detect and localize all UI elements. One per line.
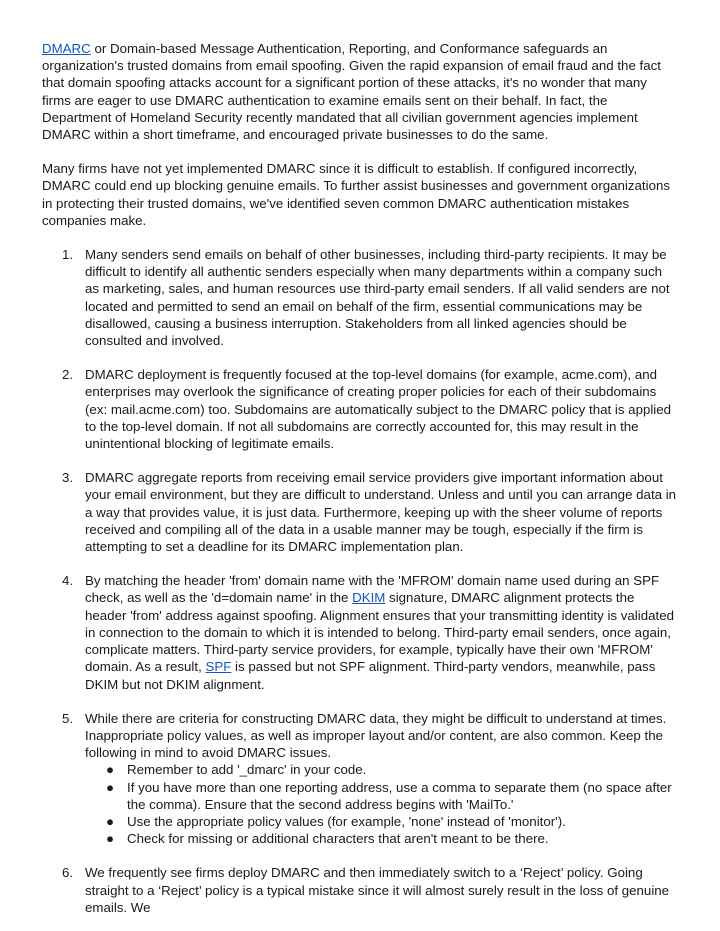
list-item-text: DMARC aggregate reports from receiving email service providers give important information about your email environment, but they are difficult to understand. Unless and until you can arrange data in a way that provides value, it is just data. Furthermore, keeping up with the sheer volume of reports received and compiling all of the data in a usable manner may be tough, especially if the firm is attempting to set a deadline for its DMARC implementation plan. [85, 470, 677, 555]
list-item-text: We frequently see firms deploy DMARC and then immediately switch to a ‘Reject’ policy. Going straight to a ‘Reject’ policy is a typical mistake since it will almost surely result in the loss of genuine emails. We [85, 865, 670, 915]
bullet-text: Check for missing or additional characters that aren't meant to be there. [127, 831, 549, 847]
bullet-text: If you have more than one reporting address, use a comma to separate them (no space after the comma). Ensure that the second address begins with 'MailTo.' [127, 779, 672, 812]
list-item-number: 5. [62, 710, 74, 726]
list-item-text-c: is passed but not SPF alignment. Third-party vendors, meanwhile, pass DKIM but not DKIM alignment. [85, 659, 656, 692]
dkim-link[interactable]: DKIM [352, 590, 386, 606]
spf-link[interactable]: SPF [205, 659, 232, 675]
list-item [42, 469, 678, 555]
list-item [42, 246, 678, 349]
bullet-icon: ● [106, 779, 115, 795]
intro-paragraph-2: Many firms have not yet implemented DMARC since it is difficult to establish. If configured incorrectly, DMARC could end up blocking genuine emails. To further assist businesses and government organizations in protecting their trusted domains, we've identified seven common DMARC authentication mistakes companies make. [42, 161, 671, 228]
bullet-item [85, 813, 678, 830]
dmarc-link[interactable]: DMARC [42, 41, 91, 56]
list-item-text: Many senders send emails on behalf of other businesses, including third-party recipients. It may be difficult to identify all authentic senders especially when many departments within a company such as marketing, sales, and human resources use third-party email senders. If all valid senders are not located and permitted to send an email on behalf of the firm, essential communications may be disallowed, causing a business interruption. Stakeholders from all linked agencies should be consulted and involved. [85, 247, 670, 349]
bullet-item [85, 830, 678, 847]
bullet-text: Remember to add '_dmarc' in your code. [127, 762, 367, 778]
list-item [42, 864, 678, 916]
list-item-number: 2. [62, 367, 74, 383]
bullet-icon: ● [106, 813, 115, 829]
bullet-item [85, 761, 678, 778]
list-item-number: 6. [62, 865, 74, 881]
list-item-text: While there are criteria for constructing DMARC data, they might be difficult to understand at times. Inappropriate policy values, as well as improper layout and/or content, are also common. Keep the following in mind to avoid DMARC issues. [85, 710, 667, 761]
list-item [42, 710, 678, 848]
list-item-text-a: By matching the header 'from' domain name with the 'MFROM' domain name used during an SPF check, as well as the 'd=domain name' in the [85, 573, 660, 606]
list-item-text-b: signature, DMARC alignment protects the header 'from' address against spoofing. Alignment ensures that your transmitting identity is validated in connection to the domain to which it is intended to belong. Third-party email senders, once again, complicate matters. Third-party service providers, for example, typically have their own 'MFROM' domain. As a result, [85, 590, 674, 675]
mistakes-list [42, 246, 678, 916]
bullet-icon: ● [106, 762, 115, 778]
list-item-number: 1. [62, 247, 74, 263]
list-item-number: 3. [62, 470, 74, 486]
list-item-number: 4. [62, 573, 74, 589]
list-item-text: DMARC deployment is frequently focused at the top-level domains (for example, acme.com), and enterprises may overlook the significance of creating proper policies for each of their subdomains (ex: mail.acme.com) too. Subdomains are automatically subject to the DMARC policy that is applied to the top-level domain. If not all subdomains are correctly accounted for, this may result in the unintentional blocking of legitimate emails. [85, 367, 672, 452]
bullet-icon: ● [106, 831, 115, 847]
list-item [42, 366, 678, 452]
list-item [42, 572, 678, 692]
bullet-item [85, 779, 678, 813]
intro-paragraph-1 [42, 40, 678, 143]
bullet-text: Use the appropriate policy values (for example, 'none' instead of 'monitor'). [127, 813, 566, 829]
bullet-list [85, 761, 678, 847]
intro-paragraph-1-text: or Domain-based Message Authentication, Reporting, and Conformance safeguards an organization's trusted domains from email spoofing. Given the rapid expansion of email fraud and the fact that domain spoofing attacks account for a significant portion of these attacks, it's no wonder that many firms are eager to use DMARC authentication to examine emails sent on their behalf. In fact, the Department of Homeland Security recently mandated that all civilian government agencies implement DMARC within a short timeframe, and encouraged private businesses to do the same. [42, 41, 661, 143]
